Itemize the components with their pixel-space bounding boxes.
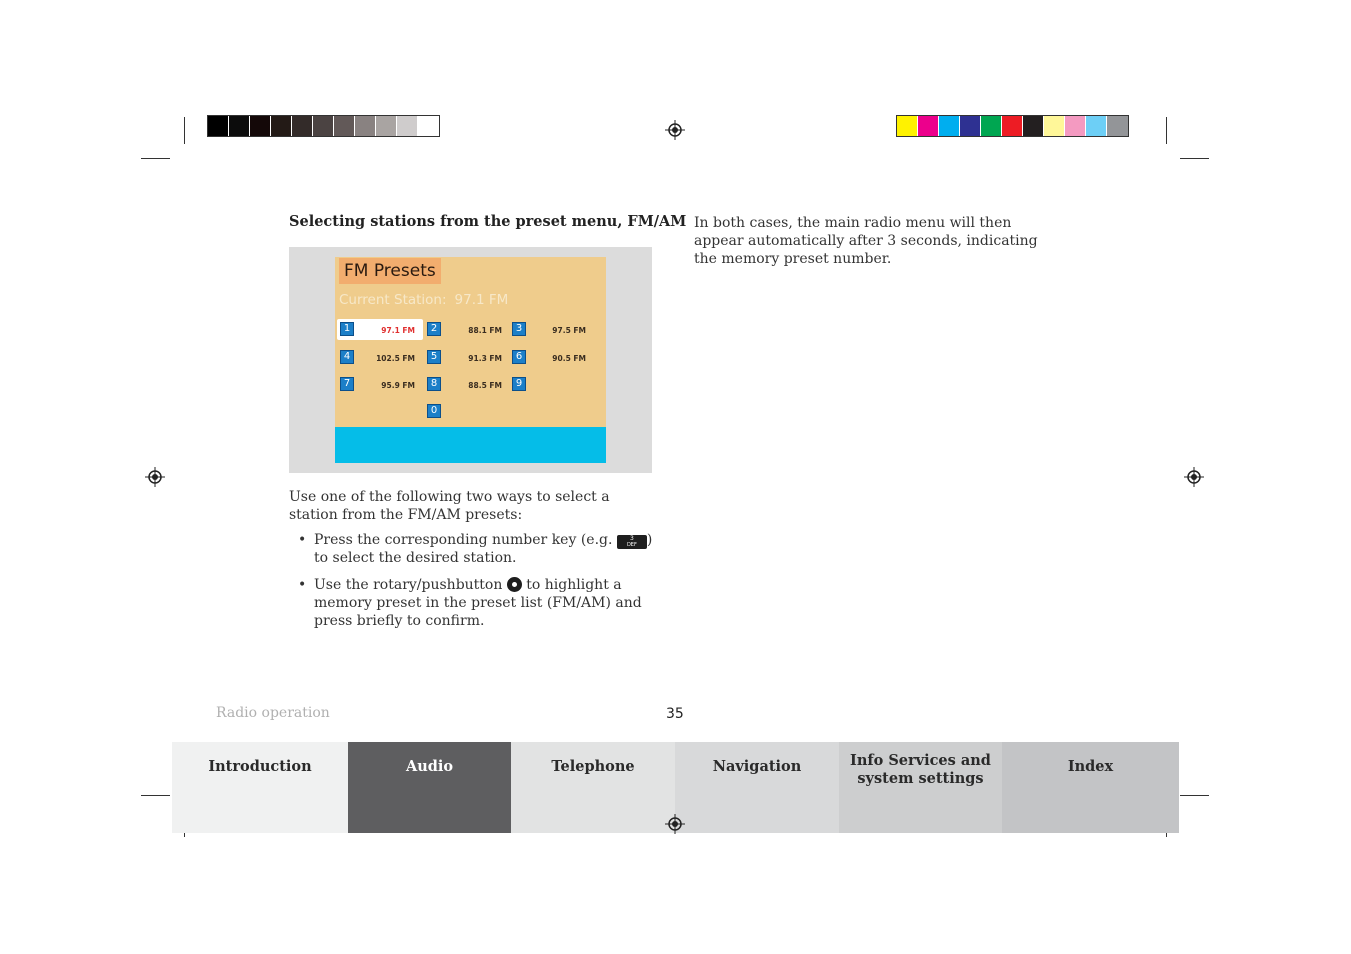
tab-label: Introduction bbox=[208, 758, 312, 775]
tab-telephone[interactable] bbox=[511, 742, 675, 833]
preset-number: 4 bbox=[340, 350, 354, 364]
color-swatch bbox=[1044, 116, 1065, 136]
color-swatch bbox=[250, 116, 271, 136]
preset-frequency: 102.5 FM bbox=[376, 354, 415, 363]
tab-label: Telephone bbox=[551, 758, 635, 775]
color-swatch bbox=[376, 116, 397, 136]
registration-mark-icon bbox=[665, 814, 685, 834]
key-letters: DEF bbox=[626, 542, 637, 548]
registration-mark-icon bbox=[665, 120, 685, 140]
screen-status-bar bbox=[335, 427, 606, 463]
color-swatch bbox=[292, 116, 313, 136]
tab-label: Info Services and bbox=[850, 752, 991, 769]
color-swatch bbox=[418, 116, 439, 136]
color-swatch bbox=[960, 116, 981, 136]
crop-mark bbox=[141, 795, 170, 796]
crop-mark bbox=[1180, 795, 1209, 796]
color-swatch bbox=[355, 116, 376, 136]
rotary-knob-icon bbox=[507, 577, 522, 592]
tab-index[interactable] bbox=[1002, 742, 1179, 833]
footer-section-title: Radio operation bbox=[216, 705, 330, 721]
tab-label: system settings bbox=[857, 770, 984, 787]
tab-navigation[interactable] bbox=[675, 742, 839, 833]
preset-number: 3 bbox=[512, 322, 526, 336]
crop-mark bbox=[141, 158, 170, 159]
fm-presets-screen bbox=[335, 257, 606, 463]
tab-audio[interactable] bbox=[348, 742, 511, 833]
preset-number: 5 bbox=[427, 350, 441, 364]
preset-number: 6 bbox=[512, 350, 526, 364]
bullet-text: to highlight a memory preset in the preset list (FM/AM) and press briefly to confirm. bbox=[314, 577, 642, 629]
bullet-text: ) to select the desired station. bbox=[314, 532, 653, 566]
crop-mark bbox=[184, 117, 185, 144]
current-station bbox=[339, 292, 508, 308]
preset-frequency: 95.9 FM bbox=[381, 381, 415, 390]
tab-info-services[interactable] bbox=[839, 742, 1002, 833]
crop-mark bbox=[1166, 117, 1167, 144]
tab-label: Index bbox=[1067, 758, 1114, 775]
preset-number: 0 bbox=[427, 404, 441, 418]
tab-label: Navigation bbox=[712, 758, 802, 775]
screen-title: FM Presets bbox=[339, 258, 441, 284]
preset-frequency: 91.3 FM bbox=[468, 354, 502, 363]
preset-number: 8 bbox=[427, 377, 441, 391]
section-heading: Selecting stations from the preset menu, FM/AM bbox=[289, 213, 687, 230]
gray-color-bar bbox=[207, 115, 440, 137]
color-swatch bbox=[313, 116, 334, 136]
cmyk-color-bar bbox=[896, 115, 1129, 137]
preset-frequency: 88.1 FM bbox=[468, 326, 502, 335]
color-swatch bbox=[897, 116, 918, 136]
color-swatch bbox=[1065, 116, 1086, 136]
color-swatch bbox=[981, 116, 1002, 136]
preset-frequency: 88.5 FM bbox=[468, 381, 502, 390]
number-key-icon bbox=[617, 535, 647, 549]
list-item bbox=[296, 531, 656, 567]
color-swatch bbox=[229, 116, 250, 136]
registration-mark-icon bbox=[1184, 467, 1204, 487]
color-swatch bbox=[334, 116, 355, 136]
color-swatch bbox=[918, 116, 939, 136]
intro-paragraph: Use one of the following two ways to select a station from the FM/AM presets: bbox=[289, 489, 610, 523]
color-swatch bbox=[208, 116, 229, 136]
instruction-list bbox=[296, 531, 656, 639]
color-swatch bbox=[1023, 116, 1044, 136]
registration-mark-icon bbox=[145, 467, 165, 487]
color-swatch bbox=[939, 116, 960, 136]
bullet-text: Press the corresponding number key (e.g. bbox=[314, 532, 617, 548]
preset-number: 7 bbox=[340, 377, 354, 391]
color-swatch bbox=[1002, 116, 1023, 136]
current-station-label: Current Station: bbox=[339, 292, 447, 308]
color-swatch bbox=[397, 116, 418, 136]
preset-frequency: 97.5 FM bbox=[552, 326, 586, 335]
key-number: 3 bbox=[629, 535, 634, 542]
color-swatch bbox=[1107, 116, 1128, 136]
preset-frequency: 97.1 FM bbox=[381, 326, 415, 335]
bullet-text: Use the rotary/pushbutton bbox=[314, 577, 507, 593]
preset-number: 2 bbox=[427, 322, 441, 336]
crop-mark bbox=[1180, 158, 1209, 159]
preset-number: 9 bbox=[512, 377, 526, 391]
page-number: 35 bbox=[666, 706, 684, 722]
list-item bbox=[296, 576, 656, 630]
current-station-value: 97.1 FM bbox=[454, 292, 509, 308]
tab-introduction[interactable] bbox=[172, 742, 348, 833]
color-swatch bbox=[271, 116, 292, 136]
color-swatch bbox=[1086, 116, 1107, 136]
preset-number: 1 bbox=[340, 322, 354, 336]
tab-label: Audio bbox=[405, 758, 454, 775]
preset-frequency: 90.5 FM bbox=[552, 354, 586, 363]
right-paragraph: In both cases, the main radio menu will then appear automatically after 3 seconds, indicating the memory preset number. bbox=[694, 215, 1038, 267]
